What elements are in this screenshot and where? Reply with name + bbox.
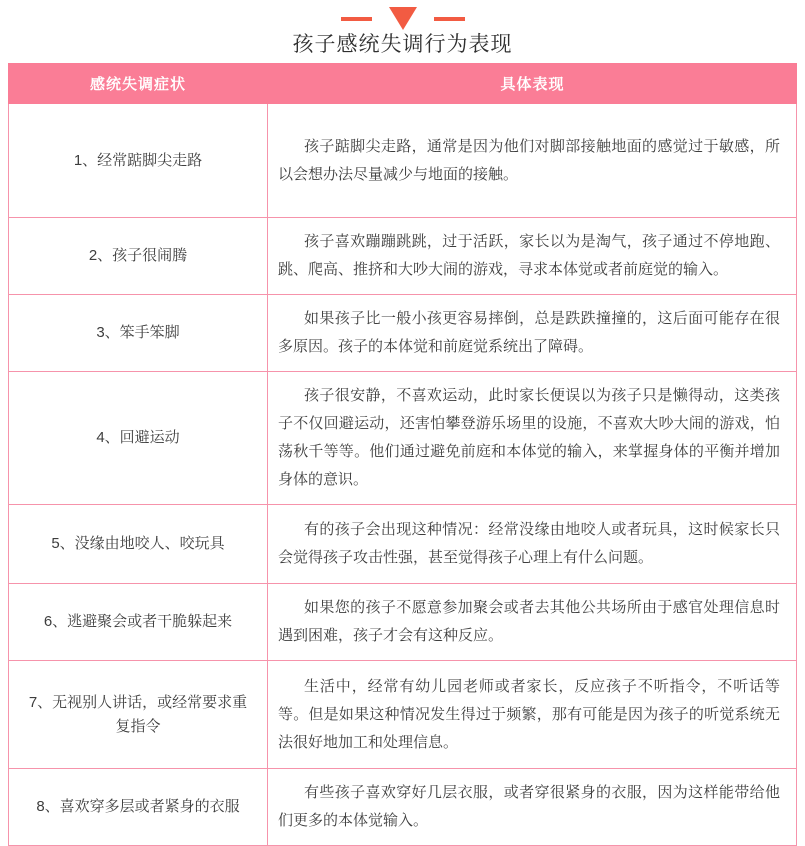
symptom-cell: 4、回避运动	[9, 372, 268, 504]
symptom-cell: 3、笨手笨脚	[9, 295, 268, 371]
description-cell	[268, 584, 796, 660]
description-text: 有些孩子喜欢穿好几层衣服，或者穿很紧身的衣服，因为这样能带给他们更多的本体觉输入。	[278, 784, 780, 829]
description-cell	[268, 218, 796, 294]
description-cell	[268, 104, 796, 217]
dash-line-left	[341, 17, 372, 21]
header-ornament	[0, 0, 805, 30]
symptom-cell: 8、喜欢穿多层或者紧身的衣服	[9, 769, 268, 845]
page-title: 孩子感统失调行为表现	[292, 33, 513, 56]
table-row	[9, 660, 796, 768]
symptom-cell: 5、没缘由地咬人、咬玩具	[9, 505, 268, 583]
description-text: 有的孩子会出现这种情况：经常没缘由地咬人或者玩具，这时候家长只会觉得孩子攻击性强，甚至觉得孩子心理上有什么问题。	[278, 521, 780, 566]
symptom-cell: 2、孩子很闹腾	[9, 218, 268, 294]
description-text: 孩子喜欢蹦蹦跳跳，过于活跃，家长以为是淘气，孩子通过不停地跑、跳、爬高、推挤和大吵大闹的游戏，寻求本体觉或者前庭觉的输入。	[278, 233, 780, 278]
description-text: 孩子踮脚尖走路，通常是因为他们对脚部接触地面的感觉过于敏感，所以会想办法尽量减少与地面的接触。	[278, 137, 780, 183]
table-row	[9, 217, 796, 294]
down-triangle-icon	[389, 7, 417, 30]
table-row	[9, 504, 796, 583]
description-cell	[268, 769, 796, 845]
symptom-cell: 7、无视别人讲话，或经常要求重复指令	[9, 661, 268, 768]
dash-line-right	[434, 17, 465, 21]
table-row	[9, 294, 796, 371]
description-text: 孩子很安静，不喜欢运动，此时家长便误以为孩子只是懒得动，这类孩子不仅回避运动，还害怕攀登游乐场里的设施，不喜欢大吵大闹的游戏，怕荡秋千等等。他们通过避免前庭和本体觉的输入，来掌握身体的平衡并增加身体的意识。	[278, 387, 780, 488]
description-cell	[268, 505, 796, 583]
table-row	[9, 104, 796, 217]
description-cell	[268, 661, 796, 768]
symptom-cell: 6、逃避聚会或者干脆躲起来	[9, 584, 268, 660]
table-header-row	[8, 63, 797, 104]
column-header-detail: 具体表现	[500, 76, 565, 93]
description-cell	[268, 372, 796, 504]
description-text: 如果孩子比一般小孩更容易摔倒，总是跌跌撞撞的，这后面可能存在很多原因。孩子的本体觉和前庭觉系统出了障碍。	[278, 310, 780, 355]
symptoms-table	[8, 63, 797, 846]
table-row	[9, 583, 796, 660]
table-row	[9, 768, 796, 845]
table-body	[8, 104, 797, 846]
column-header-symptom: 感统失调症状	[89, 76, 186, 93]
description-text: 生活中，经常有幼儿园老师或者家长，反应孩子不听指令，不听话等等。但是如果这种情况发生得过于频繁，那有可能是因为孩子的听觉系统无法很好地加工和处理信息。	[278, 677, 780, 751]
table-row	[9, 371, 796, 504]
description-text: 如果您的孩子不愿意参加聚会或者去其他公共场所由于感官处理信息时遇到困难，孩子才会有这种反应。	[278, 599, 780, 644]
description-cell	[268, 295, 796, 371]
symptom-cell: 1、经常踮脚尖走路	[9, 104, 268, 217]
